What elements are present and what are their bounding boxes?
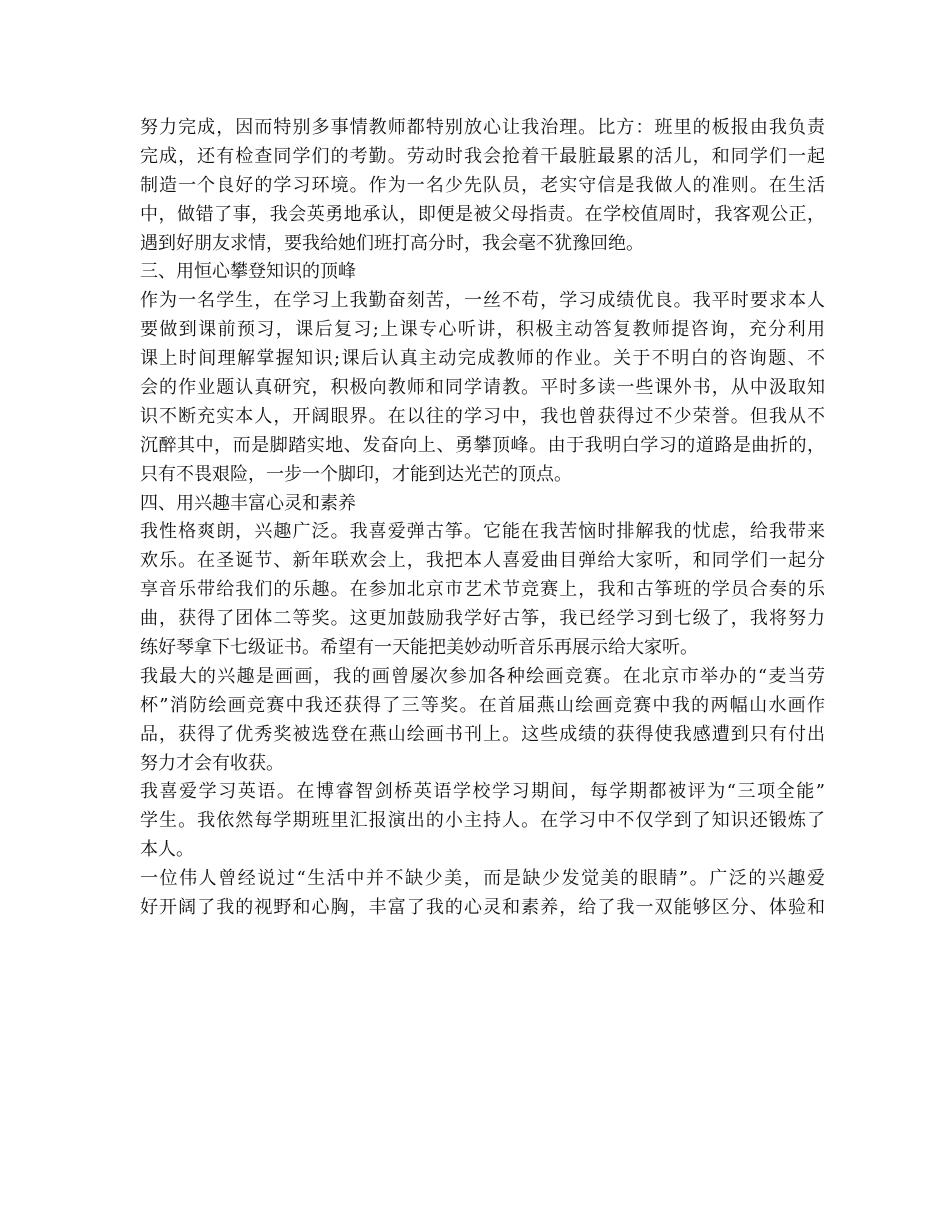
text-line: 识不断充实本人，开阔眼界。在以往的学习中，我也曾获得过不少荣誉。但我从不 (140, 405, 825, 427)
text-line: 中，做错了事，我会英勇地承认，即便是被父母指责。在学校值周时，我客观公正， (140, 203, 825, 225)
text-line: 努力完成，因而特别多事情教师都特别放心让我治理。比方：班里的板报由我负责 (140, 117, 825, 138)
text-line: 制造一个良好的学习环境。作为一名少先队员，老实守信是我做人的准则。在生活 (140, 174, 825, 196)
text-line: 努力才会有收获。 (140, 752, 284, 774)
text-line: 作为一名学生，在学习上我勤奋刻苦，一丝不苟，学习成绩优良。我平时要求本人 (140, 290, 825, 312)
text-line: 三、用恒心攀登知识的顶峰 (140, 261, 356, 283)
text-line: 四、用兴趣丰富心灵和素养 (140, 492, 356, 514)
text-line: 享音乐带给我们的乐趣。在参加北京市艺术节竞赛上，我和古筝班的学员合奏的乐 (140, 579, 825, 601)
text-line: 练好琴拿下七级证书。希望有一天能把美妙动听音乐再展示给大家听。 (140, 637, 698, 659)
text-line: 我性格爽朗，兴趣广泛。我喜爱弹古筝。它能在我苦恼时排解我的忧虑，给我带来 (140, 521, 825, 543)
text-line: 遇到好朋友求情，要我给她们班打高分时，我会毫不犹豫回绝。 (140, 232, 644, 254)
text-line: 我最大的兴趣是画画，我的画曾屡次参加各种绘画竞赛。在北京市举办的“麦当劳 (140, 665, 825, 687)
text-line: 欢乐。在圣诞节、新年联欢会上，我把本人喜爱曲目弹给大家听，和同学们一起分 (140, 550, 825, 572)
text-line: 曲，获得了团体二等奖。这更加鼓励我学好古筝，我已经学习到七级了，我将努力 (140, 608, 825, 630)
text-line: 一位伟人曾经说过“生活中并不缺少美，而是缺少发觉美的眼睛”。广泛的兴趣爱 (140, 868, 825, 890)
text-line: 课上时间理解掌握知识;课后认真主动完成教师的作业。关于不明白的咨询题、不 (140, 348, 825, 370)
text-line: 好开阔了我的视野和心胸，丰富了我的心灵和素养，给了我一双能够区分、体验和 (140, 897, 825, 919)
text-line: 沉醉其中，而是脚踏实地、发奋向上、勇攀顶峰。由于我明白学习的道路是曲折的， (140, 434, 825, 456)
text-line: 只有不畏艰险，一步一个脚印，才能到达光芒的顶点。 (140, 463, 572, 485)
text-line: 要做到课前预习，课后复习;上课专心听讲，积极主动答复教师提咨询，充分利用 (140, 319, 825, 341)
text-line: 会的作业题认真研究，积极向教师和同学请教。平时多读一些课外书，从中汲取知 (140, 377, 825, 399)
text-line: 杯”消防绘画竞赛中我还获得了三等奖。在首届燕山绘画竞赛中我的两幅山水画作 (140, 694, 825, 716)
text-line: 品，获得了优秀奖被选登在燕山绘画书刊上。这些成绩的获得使我感遭到只有付出 (140, 723, 825, 745)
text-line: 学生。我依然每学期班里汇报演出的小主持人。在学习中不仅学到了知识还锻炼了 (140, 810, 825, 832)
text-line: 完成，还有检查同学们的考勤。劳动时我会抢着干最脏最累的活儿，和同学们一起 (140, 145, 825, 167)
text-line: 本人。 (140, 839, 194, 861)
text-line: 我喜爱学习英语。在博睿智剑桥英语学校学习期间，每学期都被评为“三项全能” (140, 781, 825, 803)
document-body (140, 114, 825, 923)
